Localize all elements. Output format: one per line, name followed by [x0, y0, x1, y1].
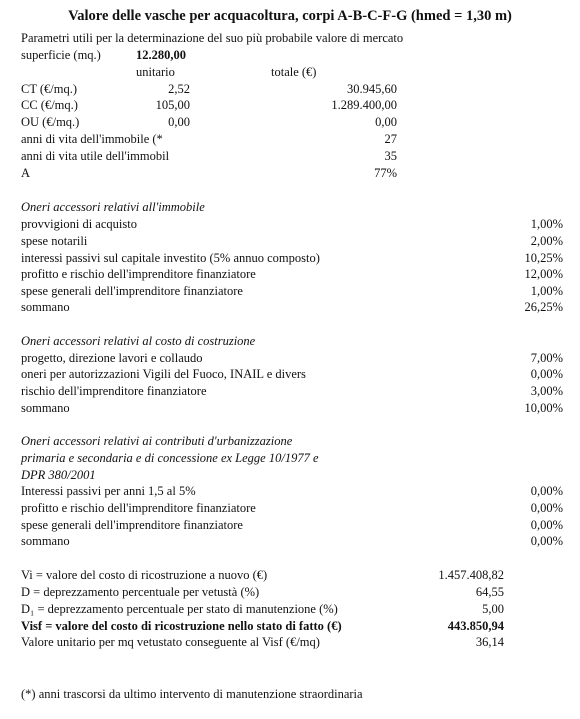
result-vi-label: Vi = valore del costo di ricostruzione a nuovo (€) — [21, 568, 268, 582]
param-totale: 0,00 — [375, 115, 397, 129]
result-vi-value: 1.457.408,82 — [438, 568, 504, 582]
anni-label: anni di vita dell'immobile (* — [21, 132, 163, 146]
sommano-value: 10,00% — [524, 401, 563, 415]
oneri-row-value: 0,00% — [530, 367, 563, 381]
param-label: CC (€/mq.) — [21, 98, 78, 112]
oneri-row-label: spese generali dell'imprenditore finanziatore — [21, 518, 243, 532]
sommano-label: sommano — [21, 401, 70, 415]
param-totale: 30.945,60 — [347, 82, 397, 96]
anni-value: 77% — [374, 166, 397, 180]
anni-value: 35 — [384, 149, 397, 163]
oneri-row-value: 0,00% — [530, 501, 563, 515]
result-d1-value: 5,00 — [482, 602, 504, 616]
anni-label: anni di vita utile dell'immobil — [21, 149, 170, 163]
oneri-row-value: 3,00% — [530, 384, 563, 398]
oneri-row-label: rischio dell'imprenditore finanziatore — [21, 384, 207, 398]
oneri-row-label: Interessi passivi per anni 1,5 al 5% — [21, 484, 196, 498]
oneri-row-label: profitto e rischio dell'imprenditore finanziatore — [21, 267, 256, 281]
result-d1-label: D₁ = deprezzamento percentuale per stato di manutenzione (%) — [21, 602, 338, 616]
page-title: Valore delle vasche per acquacoltura, corpi A-B-C-F-G (hmed = 1,30 m) — [68, 8, 512, 24]
oneri-row-value: 12,00% — [524, 267, 563, 281]
oneri-row-value: 1,00% — [530, 217, 563, 231]
intro-text: Parametri utili per la determinazione del suo più probabile valore di mercato — [21, 31, 404, 45]
param-unitario: 0,00 — [168, 115, 190, 129]
oneri-row-label: progetto, direzione lavori e collaudo — [21, 351, 203, 365]
oneri-row-label: spese notarili — [21, 234, 88, 248]
oneri-row-value: 0,00% — [530, 518, 563, 532]
col-totale-header: totale (€) — [271, 65, 317, 79]
sommano-label: sommano — [21, 534, 70, 548]
param-unitario: 2,52 — [168, 82, 190, 96]
oneri-row-label: oneri per autorizzazioni Vigili del Fuoco, INAIL e divers — [21, 367, 306, 381]
result-unitario-value: 36,14 — [475, 635, 504, 649]
col-unitario-header: unitario — [136, 65, 175, 79]
section-heading-urbanizzazione-line3: DPR 380/2001 — [21, 468, 96, 482]
anni-label: A — [21, 166, 31, 180]
superficie-value: 12.280,00 — [136, 48, 186, 62]
footnote: (*) anni trascorsi da ultimo intervento di manutenzione straordinaria — [21, 687, 363, 701]
oneri-row-value: 10,25% — [524, 251, 563, 265]
sommano-value: 0,00% — [530, 534, 563, 548]
section-heading-urbanizzazione: Oneri accessori relativi ai contributi d'urbanizzazione — [21, 434, 293, 448]
oneri-row-label: spese generali dell'imprenditore finanziatore — [21, 284, 243, 298]
sommano-label: sommano — [21, 300, 70, 314]
section-heading-costruzione: Oneri accessori relativi al costo di costruzione — [21, 334, 256, 348]
param-label: OU (€/mq.) — [21, 115, 80, 129]
oneri-row-label: profitto e rischio dell'imprenditore finanziatore — [21, 501, 256, 515]
result-unitario-label: Valore unitario per mq vetustato conseguente al Visf (€/mq) — [21, 635, 320, 649]
sommano-value: 26,25% — [524, 300, 563, 314]
anni-value: 27 — [384, 132, 397, 146]
oneri-row-label: provvigioni di acquisto — [21, 217, 137, 231]
superficie-label: superficie (mq.) — [21, 48, 101, 62]
oneri-row-value: 7,00% — [530, 351, 563, 365]
result-d-value: 64,55 — [475, 585, 504, 599]
result-visf-label: Visf = valore del costo di ricostruzione nello stato di fatto (€) — [21, 619, 342, 633]
param-totale: 1.289.400,00 — [331, 98, 397, 112]
oneri-row-label: interessi passivi sul capitale investito (5% annuo composto) — [21, 251, 320, 265]
param-unitario: 105,00 — [155, 98, 190, 112]
section-heading-immobile: Oneri accessori relativi all'immobile — [21, 200, 205, 214]
result-d-label: D = deprezzamento percentuale per vetustà (%) — [21, 585, 260, 599]
oneri-row-value: 1,00% — [530, 284, 563, 298]
result-visf-value: 443.850,94 — [447, 619, 504, 633]
oneri-row-value: 2,00% — [530, 234, 563, 248]
section-heading-urbanizzazione-line2: primaria e secondaria e di concessione ex Legge 10/1977 e — [21, 451, 319, 465]
oneri-row-value: 0,00% — [530, 484, 563, 498]
param-label: CT (€/mq.) — [21, 82, 78, 96]
